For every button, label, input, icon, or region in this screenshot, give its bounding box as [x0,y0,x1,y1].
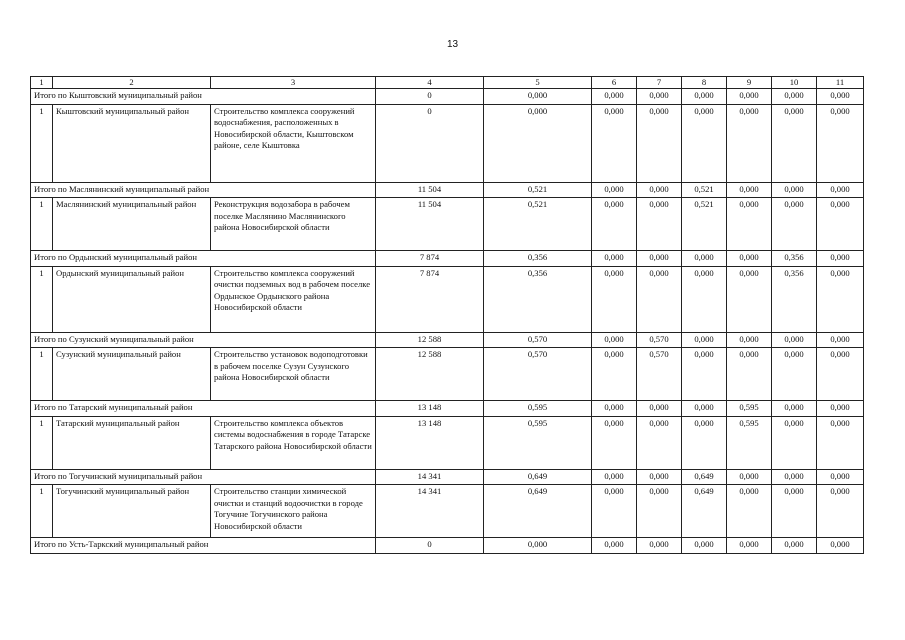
district-name: Маслянинский муниципальный район [53,198,211,251]
value-col-4: 11 504 [376,182,484,198]
project-description: Реконструкция водозабора в рабочем поселке Маслянино Маслянинского района Новосибирской области [211,198,376,251]
table-row [31,104,864,182]
total-label: Итого по Сузунский муниципальный район [31,332,376,348]
value-col-11: 0,000 [817,416,864,469]
value-col-8: 0,000 [682,266,727,332]
value-col-9: 0,000 [727,266,772,332]
value-col-5: 0,356 [484,251,592,267]
table-row [31,485,864,538]
value-col-9: 0,595 [727,401,772,417]
value-col-10: 0,000 [772,469,817,485]
value-col-9: 0,000 [727,348,772,401]
value-col-10: 0,000 [772,416,817,469]
value-col-7: 0,000 [637,251,682,267]
header-cell: 10 [772,77,817,89]
table-row [31,198,864,251]
value-col-8: 0,000 [682,348,727,401]
value-col-7: 0,000 [637,182,682,198]
value-col-7: 0,570 [637,332,682,348]
value-col-8: 0,000 [682,416,727,469]
header-cell: 5 [484,77,592,89]
value-col-5: 0,000 [484,104,592,182]
header-cell: 4 [376,77,484,89]
total-label: Итого по Ордынский муниципальный район [31,251,376,267]
value-col-4: 7 874 [376,251,484,267]
value-col-11: 0,000 [817,538,864,554]
header-cell: 11 [817,77,864,89]
value-col-8: 0,521 [682,182,727,198]
value-col-7: 0,000 [637,485,682,538]
value-col-7: 0,000 [637,401,682,417]
value-col-8: 0,649 [682,469,727,485]
value-col-9: 0,000 [727,251,772,267]
value-col-8: 0,000 [682,251,727,267]
value-col-5: 0,649 [484,469,592,485]
total-row [31,89,864,105]
value-col-5: 0,570 [484,348,592,401]
value-col-9: 0,000 [727,182,772,198]
value-col-4: 7 874 [376,266,484,332]
value-col-8: 0,521 [682,198,727,251]
value-col-5: 0,570 [484,332,592,348]
value-col-8: 0,000 [682,104,727,182]
value-col-4: 13 148 [376,401,484,417]
value-col-11: 0,000 [817,401,864,417]
total-label: Итого по Тогучинский муниципальный район [31,469,376,485]
total-row [31,332,864,348]
value-col-10: 0,000 [772,198,817,251]
project-description: Строительство комплекса объектов системы водоснабжения в городе Татарске Татарского района Новосибирской области [211,416,376,469]
value-col-10: 0,000 [772,538,817,554]
header-cell: 8 [682,77,727,89]
value-col-9: 0,000 [727,332,772,348]
header-cell: 9 [727,77,772,89]
value-col-11: 0,000 [817,104,864,182]
value-col-10: 0,000 [772,348,817,401]
district-name: Татарский муниципальный район [53,416,211,469]
value-col-4: 14 341 [376,485,484,538]
row-number: 1 [31,104,53,182]
value-col-4: 0 [376,104,484,182]
value-col-5: 0,649 [484,485,592,538]
value-col-10: 0,000 [772,89,817,105]
value-col-7: 0,000 [637,198,682,251]
total-label: Итого по Маслянинский муниципальный район [31,182,376,198]
value-col-9: 0,000 [727,198,772,251]
value-col-8: 0,649 [682,485,727,538]
value-col-11: 0,000 [817,182,864,198]
total-row [31,251,864,267]
value-col-6: 0,000 [592,251,637,267]
value-col-9: 0,000 [727,485,772,538]
value-col-10: 0,356 [772,266,817,332]
page-number: 13 [446,39,459,50]
value-col-5: 0,521 [484,182,592,198]
value-col-5: 0,595 [484,416,592,469]
district-name: Сузунский муниципальный район [53,348,211,401]
table-row [31,416,864,469]
header-cell: 2 [53,77,211,89]
value-col-10: 0,000 [772,332,817,348]
row-number: 1 [31,198,53,251]
value-col-6: 0,000 [592,469,637,485]
value-col-10: 0,000 [772,104,817,182]
total-row [31,469,864,485]
value-col-6: 0,000 [592,104,637,182]
value-col-5: 0,521 [484,198,592,251]
row-number: 1 [31,348,53,401]
total-label: Итого по Татарский муниципальный район [31,401,376,417]
total-label: Итого по Кыштовский муниципальный район [31,89,376,105]
header-cell: 1 [31,77,53,89]
value-col-4: 12 588 [376,348,484,401]
value-col-7: 0,000 [637,266,682,332]
row-number: 1 [31,485,53,538]
data-table [30,76,864,554]
row-number: 1 [31,416,53,469]
value-col-7: 0,570 [637,348,682,401]
project-description: Строительство установок водоподготовки в рабочем поселке Сузун Сузунского района Новосибирской области [211,348,376,401]
value-col-6: 0,000 [592,538,637,554]
total-row [31,538,864,554]
value-col-9: 0,595 [727,416,772,469]
value-col-4: 0 [376,89,484,105]
district-name: Ордынский муниципальный район [53,266,211,332]
value-col-7: 0,000 [637,538,682,554]
table-row [31,266,864,332]
value-col-9: 0,000 [727,89,772,105]
value-col-8: 0,000 [682,401,727,417]
value-col-11: 0,000 [817,198,864,251]
project-description: Строительство комплекса сооружений очистки подземных вод в рабочем поселке Ордынское Ордынского района Новосибирской области [211,266,376,332]
value-col-6: 0,000 [592,89,637,105]
value-col-11: 0,000 [817,469,864,485]
value-col-11: 0,000 [817,485,864,538]
value-col-9: 0,000 [727,538,772,554]
value-col-8: 0,000 [682,538,727,554]
header-cell: 6 [592,77,637,89]
value-col-11: 0,000 [817,266,864,332]
value-col-9: 0,000 [727,469,772,485]
value-col-6: 0,000 [592,182,637,198]
district-name: Тогучинский муниципальный район [53,485,211,538]
total-row [31,182,864,198]
value-col-5: 0,595 [484,401,592,417]
value-col-6: 0,000 [592,348,637,401]
value-col-6: 0,000 [592,401,637,417]
value-col-5: 0,000 [484,538,592,554]
value-col-5: 0,000 [484,89,592,105]
value-col-11: 0,000 [817,89,864,105]
value-col-4: 0 [376,538,484,554]
value-col-9: 0,000 [727,104,772,182]
value-col-10: 0,000 [772,485,817,538]
value-col-7: 0,000 [637,104,682,182]
value-col-11: 0,000 [817,348,864,401]
value-col-7: 0,000 [637,469,682,485]
value-col-11: 0,000 [817,332,864,348]
row-number: 1 [31,266,53,332]
value-col-5: 0,356 [484,266,592,332]
header-cell: 3 [211,77,376,89]
value-col-6: 0,000 [592,485,637,538]
value-col-8: 0,000 [682,89,727,105]
header-cell: 7 [637,77,682,89]
value-col-8: 0,000 [682,332,727,348]
value-col-7: 0,000 [637,89,682,105]
value-col-7: 0,000 [637,416,682,469]
project-description: Строительство станции химической очистки и станций водоочистки в городе Тогучине Тогучинского района Новосибирской области [211,485,376,538]
value-col-10: 0,000 [772,182,817,198]
value-col-4: 13 148 [376,416,484,469]
total-label: Итого по Усть-Таркский муниципальный район [31,538,376,554]
value-col-11: 0,000 [817,251,864,267]
value-col-10: 0,000 [772,401,817,417]
district-name: Кыштовский муниципальный район [53,104,211,182]
value-col-4: 12 588 [376,332,484,348]
value-col-4: 11 504 [376,198,484,251]
table-row [31,348,864,401]
value-col-6: 0,000 [592,332,637,348]
header-row [31,77,864,89]
project-description: Строительство комплекса сооружений водоснабжения, расположенных в Новосибирской области, Кыштовском районе, селе Кыштовка [211,104,376,182]
value-col-6: 0,000 [592,266,637,332]
value-col-10: 0,356 [772,251,817,267]
value-col-6: 0,000 [592,416,637,469]
value-col-6: 0,000 [592,198,637,251]
total-row [31,401,864,417]
value-col-4: 14 341 [376,469,484,485]
